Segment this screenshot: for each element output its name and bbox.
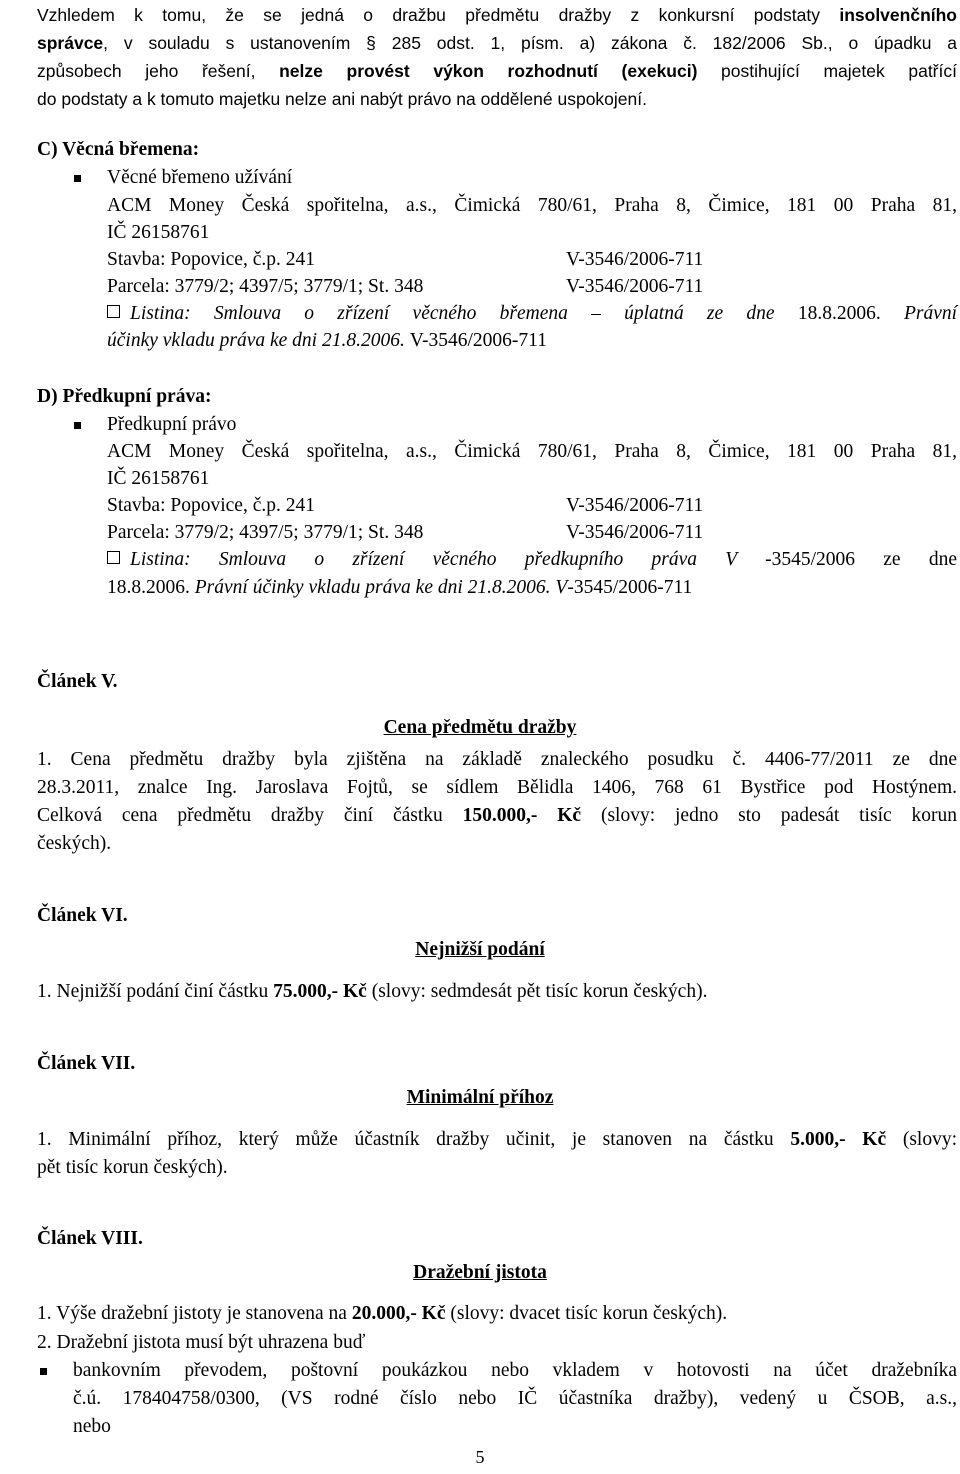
- article-v-p1-line3: Celková cena předmětu dražby činí částku 150.000,- Kč (slovy: jedno sto padesát tisíc korun: [37, 805, 957, 826]
- article-viii-p1: 1. Výše dražební jistoty je stanovena na 20.000,- Kč (slovy: dvacet tisíc korun českých).: [37, 1303, 728, 1324]
- article-v-title: Článek V.: [37, 671, 118, 692]
- section-d-parcela-ref: V-3546/2006-711: [566, 522, 704, 543]
- section-c-heading: C) Věcná břemena:: [37, 139, 200, 160]
- checkbox-square-icon: [107, 551, 120, 564]
- article-viii-bullet-line1: bankovním převodem, poštovní poukázkou nebo vkladem v hotovosti na účet dražebníka: [73, 1360, 957, 1381]
- section-c-listina: Listina: Smlouva o zřízení věcného břemena – úplatná ze dne 18.8.2006. Právní: [107, 300, 957, 327]
- section-d-parcela: Parcela: 3779/2; 4397/5; 3779/1; St. 348: [107, 522, 424, 543]
- article-v-p1-line4: českých).: [37, 833, 112, 854]
- intro-line-2: správce, v souladu s ustanovením § 285 odst. 1, písm. a) zákona č. 182/2006 Sb., o úpadku a: [37, 33, 957, 53]
- square-bullet-icon: [74, 175, 81, 182]
- article-v-p1-line2: 28.3.2011, znalce Ing. Jaroslava Fojtů, se sídlem Bělidla 1406, 768 61 Bystřice pod Hostýnem.: [37, 777, 957, 798]
- article-v-subtitle: Cena předmětu dražby: [383, 717, 577, 738]
- article-vii-title: Článek VII.: [37, 1053, 136, 1074]
- section-c-stavba: Stavba: Popovice, č.p. 241: [107, 249, 315, 270]
- article-vii-p1-line1: 1. Minimální příhoz, který může účastník dražby učinit, je stanoven na částku 5.000,- Kč (slovy:: [37, 1129, 957, 1150]
- article-viii-p2: 2. Dražební jistota musí být uhrazena buď: [37, 1332, 366, 1353]
- section-d-listina-cont: 18.8.2006. Právní účinky vkladu práva ke dni 21.8.2006. V-3545/2006-711: [107, 577, 693, 598]
- article-viii-title: Článek VIII.: [37, 1228, 143, 1249]
- section-d-heading: D) Předkupní práva:: [37, 386, 212, 407]
- article-vii-subtitle: Minimální příhoz: [406, 1087, 554, 1108]
- square-bullet-icon: [74, 422, 81, 429]
- section-d-listina: Listina: Smlouva o zřízení věcného předkupního práva V -3545/2006 ze dne: [107, 546, 957, 573]
- article-vii-p1-line2: pět tisíc korun českých).: [37, 1157, 228, 1178]
- section-d-stavba: Stavba: Popovice, č.p. 241: [107, 495, 315, 516]
- section-d-stavba-ref: V-3546/2006-711: [566, 495, 704, 516]
- section-d-entity: ACM Money Česká spořitelna, a.s., Čimická 780/61, Praha 8, Čimice, 181 00 Praha 81,: [107, 441, 957, 462]
- intro-line-1: Vzhledem k tomu, že se jedná o dražbu předmětu dražby z konkursní podstaty insolvenčního: [37, 5, 957, 25]
- intro-line-3: způsobech jeho řešení, nelze provést výkon rozhodnutí (exekuci) postihující majetek patřící: [37, 61, 957, 81]
- article-vi-subtitle: Nejnižší podání: [415, 939, 545, 960]
- section-c-stavba-ref: V-3546/2006-711: [566, 249, 704, 270]
- section-d-item: Předkupní právo: [107, 414, 237, 435]
- article-viii-bullet-line3: nebo: [73, 1416, 111, 1437]
- section-c-listina-cont: účinky vkladu práva ke dni 21.8.2006. V-3546/2006-711: [107, 330, 547, 351]
- article-v-p1-line1: 1. Cena předmětu dražby byla zjištěna na základě znaleckého posudku č. 4406-77/2011 ze dne: [37, 749, 957, 770]
- article-viii-subtitle: Dražební jistota: [413, 1262, 547, 1283]
- section-d-ic: IČ 26158761: [107, 468, 210, 489]
- article-vi-p1: 1. Nejnižší podání činí částku 75.000,- Kč (slovy: sedmdesát pět tisíc korun českých).: [37, 981, 708, 1002]
- intro-line-4: do podstaty a k tomuto majetku nelze ani nabýt právo na oddělené uspokojení.: [37, 89, 647, 109]
- section-c-ic: IČ 26158761: [107, 222, 210, 243]
- section-c-item: Věcné břemeno užívání: [107, 167, 293, 188]
- article-vi-title: Článek VI.: [37, 905, 128, 926]
- section-c-parcela-ref: V-3546/2006-711: [566, 276, 704, 297]
- square-bullet-icon: [40, 1368, 47, 1375]
- checkbox-square-icon: [107, 305, 120, 318]
- section-c-parcela: Parcela: 3779/2; 4397/5; 3779/1; St. 348: [107, 276, 424, 297]
- article-viii-bullet-line2: č.ú. 178404758/0300, (VS rodné číslo nebo IČ účastníka dražby), vedený u ČSOB, a.s.,: [73, 1388, 957, 1409]
- page-number: 5: [475, 1447, 485, 1467]
- section-c-entity: ACM Money Česká spořitelna, a.s., Čimická 780/61, Praha 8, Čimice, 181 00 Praha 81,: [107, 195, 957, 216]
